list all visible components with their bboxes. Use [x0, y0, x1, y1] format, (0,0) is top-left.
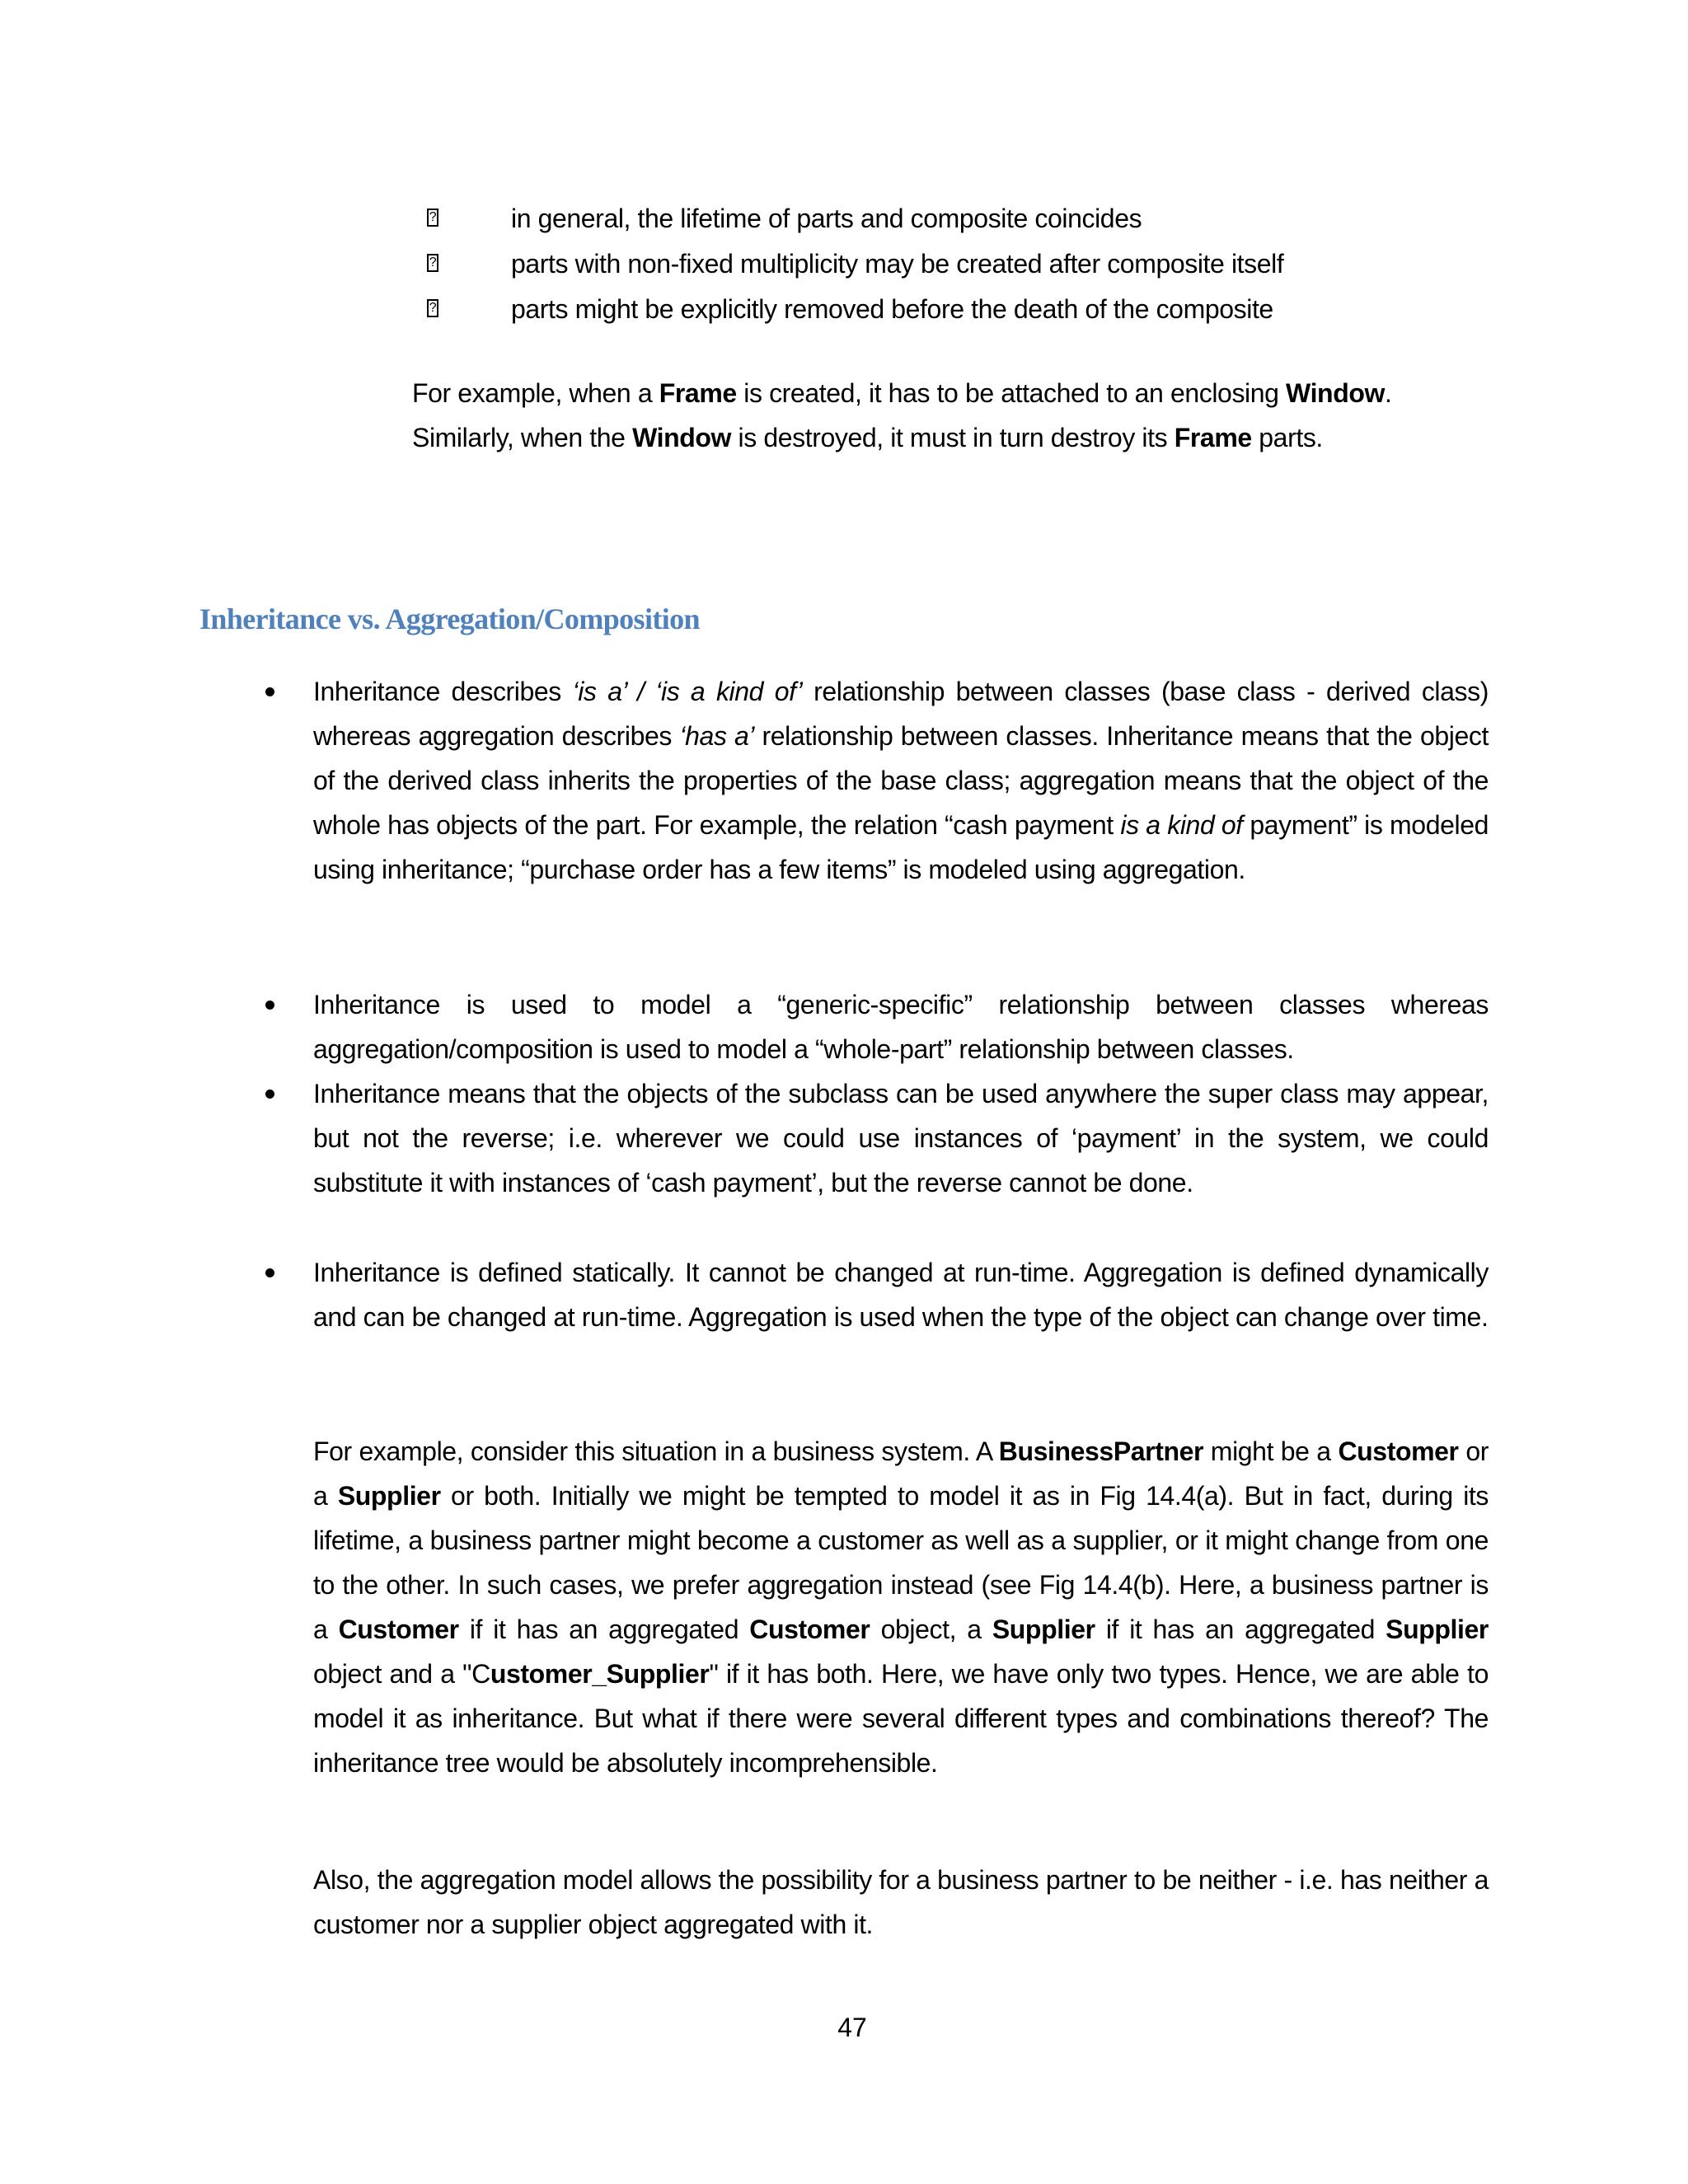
bullet-text: [313, 1071, 1489, 1205]
bullet-text: [313, 1250, 1489, 1339]
bold-text: Frame: [1174, 423, 1252, 452]
bullet-dot-icon: [265, 1090, 274, 1099]
bullet-item: [265, 1071, 1489, 1205]
bold-text: Window: [1286, 378, 1385, 408]
text-run: or both. Initially we might be tempted to model it as in Fig 14.4(a). But in fact, during its lifetime, a business partner might become a customer as well as a supplier, or it might change from one to the other. In such cases, we prefer aggregation instead (see Fig 14.4(b). Here, a business partner is a: [313, 1481, 1489, 1644]
bold-text: Supplier: [337, 1481, 441, 1511]
italic-text: ‘is a’ / ‘is a kind of’: [572, 677, 803, 706]
bullet-dot-icon: [265, 1268, 274, 1277]
aggregation-model-paragraph: [313, 1858, 1489, 1947]
text-run: Inheritance describes: [313, 677, 573, 706]
bold-text: BusinessPartner: [998, 1436, 1204, 1466]
text-run: might be a: [1203, 1436, 1339, 1466]
page-number: 47: [837, 2013, 867, 2042]
italic-text: is a kind of: [1120, 810, 1243, 840]
bold-text: Supplier: [1386, 1615, 1489, 1644]
bold-text: Window: [632, 423, 732, 452]
bullet-text: [313, 982, 1489, 1071]
bullet-item: [265, 1250, 1489, 1339]
frame-window-example-paragraph: [412, 371, 1434, 460]
list-item: [427, 243, 1498, 288]
bullet-dot-icon: [265, 687, 274, 696]
missing-glyph-bullet-icon: ?: [427, 299, 438, 317]
bullet-dot-icon: [265, 1001, 274, 1010]
text-run: or a: [313, 1436, 1489, 1511]
text-run: For example, consider this situation in a business system. A: [313, 1436, 999, 1466]
bold-text: Customer: [1338, 1436, 1459, 1466]
text-run: Inheritance is used to model a “generic-specific” relationship between classes whereas aggregation/composition is used to model a “whole-part” relationship between classes.: [313, 990, 1489, 1064]
text-run: Also, the aggregation model allows the possibility for a business partner to be neither - i.e. has neither a customer nor a supplier object aggregated with it.: [313, 1865, 1489, 1939]
text-run: . Similarly, when the: [412, 378, 1392, 452]
text-run: object, a: [870, 1615, 992, 1644]
italic-text: ‘has a’: [679, 721, 755, 751]
list-item: [427, 288, 1498, 334]
text-run: payment” is modeled using inheritance; “purchase order has a few items” is modeled using aggregation.: [313, 810, 1489, 884]
bold-text: Customer: [338, 1615, 459, 1644]
bullet-item: [265, 982, 1489, 1071]
text-run: is created, it has to be attached to an enclosing: [736, 378, 1287, 408]
text-run: For example, when a: [412, 378, 659, 408]
text-run: Inheritance means that the objects of the subclass can be used anywhere the super class may appear, but not the reverse; i.e. wherever we could use instances of ‘payment’ in the system, we could substitute it with instances of ‘cash payment’, but the reverse cannot be done.: [313, 1079, 1489, 1197]
text-run: is destroyed, it must in turn destroy its: [731, 423, 1175, 452]
text-run: Inheritance is defined statically. It cannot be changed at run-time. Aggregation is defined dynamically and can be changed at run-time. Aggregation is used when the type of the object can change over time.: [313, 1258, 1489, 1332]
bold-text: ustomer_Supplier: [490, 1659, 710, 1689]
bold-text: Frame: [659, 378, 737, 408]
text-run: parts.: [1251, 423, 1323, 452]
list-item-text: in general, the lifetime of parts and composite coincides: [511, 204, 1142, 233]
list-item-text: parts might be explicitly removed before the death of the composite: [511, 294, 1273, 324]
list-item: [427, 198, 1498, 243]
list-item-text: parts with non-fixed multiplicity may be created after composite itself: [511, 249, 1284, 279]
business-partner-paragraph: [313, 1429, 1489, 1785]
composition-rules-list: [427, 198, 1498, 334]
bullet-item: [265, 669, 1489, 892]
bold-text: Customer: [749, 1615, 870, 1644]
bullet-text: [313, 669, 1489, 892]
section-heading: Inheritance vs. Aggregation/Composition: [199, 602, 700, 635]
text-run: if it has an aggregated: [1095, 1615, 1386, 1644]
text-run: object and a "C: [313, 1659, 490, 1689]
text-run: " if it has both. Here, we have only two types. Hence, we are able to model it as inheritance. But what if there were several different types and combinations thereof? The inheritance tree would be absolutely incomprehensible.: [313, 1659, 1489, 1778]
missing-glyph-bullet-icon: ?: [427, 209, 438, 227]
text-run: relationship between classes. Inheritance means that the object of the derived class inherits the properties of the base class; aggregation means that the object of the whole has objects of the part. For example, the relation “cash payment: [313, 721, 1489, 840]
text-run: if it has an aggregated: [458, 1615, 750, 1644]
missing-glyph-bullet-icon: ?: [427, 254, 438, 272]
text-run: relationship between classes (base class - derived class) whereas aggregation describes: [313, 677, 1489, 751]
bold-text: Supplier: [992, 1615, 1095, 1644]
